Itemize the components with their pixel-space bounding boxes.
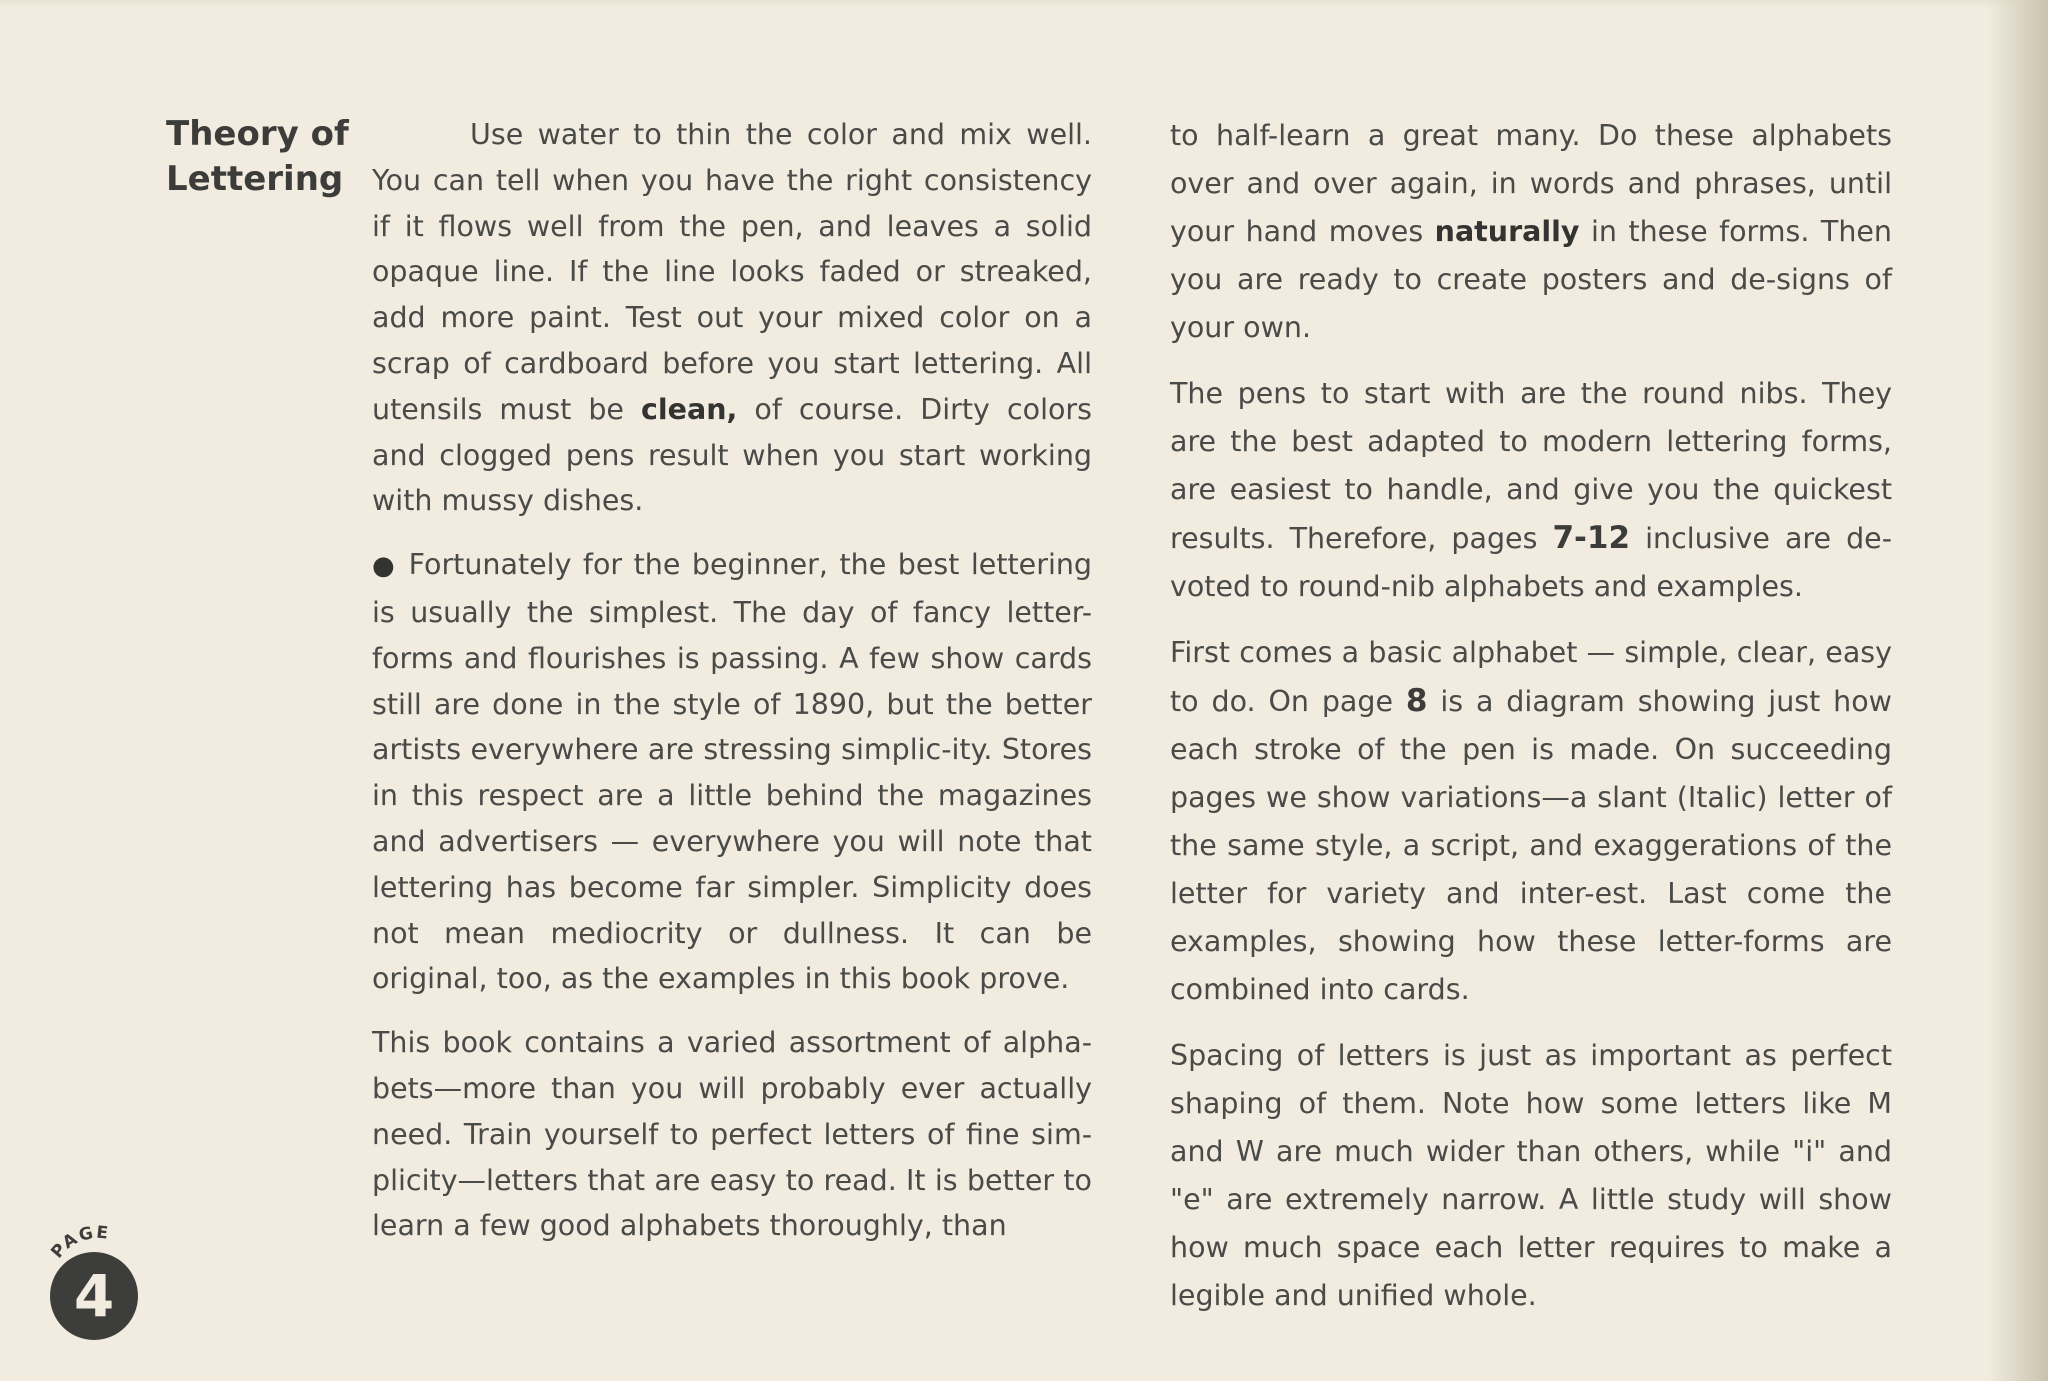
paragraph-text: inclusive are de-voted to round-nib alphabets and examples. (1170, 522, 1892, 603)
page-top-edge (0, 0, 2048, 8)
paragraph-text: to half-learn a great many. Do these alphabets over and over again, in words and phrases, until your hand moves (1170, 119, 1892, 248)
page-range-reference: 7-12 (1552, 520, 1631, 556)
section-title (166, 112, 366, 202)
emphasis-clean: clean, (641, 392, 738, 426)
paragraph-spacing: Spacing of letters is just as important as perfect shaping of them. Note how some letters like M and W are much wider than others, while "i" and "e" are extremely narrow. A little study will show how much space each letter requires to make a legible and unified whole. (1170, 1039, 1892, 1312)
emphasis-naturally: naturally (1434, 215, 1580, 248)
bullet-icon: ● (372, 551, 398, 582)
paragraph-text: Use water to thin the color and mix well. You can tell when you have the right consistency if it flows well from the pen, and leaves a solid opaque line. If the line looks faded or streaked, add more paint. Test out your mixed color on a scrap of cardboard before you start lettering. All utensils must be (372, 118, 1092, 426)
right-text-column (1170, 112, 1892, 1338)
paragraph-alphabets: This book contains a varied assortment of alpha-bets—more than you will probably ever actually need. Train yourself to perfect letters of fine sim-plicity—letters that are easy to read. It is better to learn a few good alphabets thoroughly, than (372, 1026, 1092, 1243)
paragraph-water-and-paint (372, 112, 1092, 524)
page-binding-shadow (1988, 0, 2048, 1381)
paragraph-simplicity (372, 542, 1092, 1002)
section-title-line-2: Lettering (166, 159, 344, 199)
paragraph-text: in these forms. Then you are ready to create posters and de-signs of your own. (1170, 215, 1892, 344)
paragraph-basic-alphabet (1170, 629, 1892, 1014)
left-text-column (372, 112, 1092, 1267)
page-reference: 8 (1405, 683, 1428, 719)
section-title-line-1: Theory of (166, 114, 349, 154)
page-number: 4 (73, 1262, 115, 1330)
paragraph-text: Fortunately for the beginner, the best lettering is usually the simplest. The day of fancy letter-forms and flourishes is passing. A few show cards still are done in the style of 1890, but the better artists everywhere are stressing simplic-ity. Stores in this respect are a little behind the magazines and advertisers — everywhere you will note that lettering has become far simpler. Simplicity does not mean mediocrity or dullness. It can be original, too, as the examples in this book prove. (372, 548, 1093, 996)
paragraph-practice (1170, 112, 1892, 352)
paragraph-round-nibs (1170, 370, 1892, 611)
page-label-text: PAGE (47, 1222, 111, 1263)
page-number-badge (44, 1222, 152, 1346)
paragraph-text: The pens to start with are the round nibs. They are the best adapted to modern lettering forms, are easiest to handle, and give you the quickest results. Therefore, pages (1170, 377, 1892, 555)
paragraph-text: of course. Dirty colors and clogged pens result when you start working with mussy dishes. (372, 392, 1092, 518)
paragraph-text: First comes a basic alphabet — simple, clear, easy to do. On page (1170, 636, 1892, 718)
paragraph-text: is a diagram showing just how each stroke of the pen is made. On succeeding pages we show variations—a slant (Italic) letter of the same style, a script, and exaggerations of the letter for variety and inter-est. Last come the examples, showing how these letter-forms are combined into cards. (1170, 685, 1892, 1006)
